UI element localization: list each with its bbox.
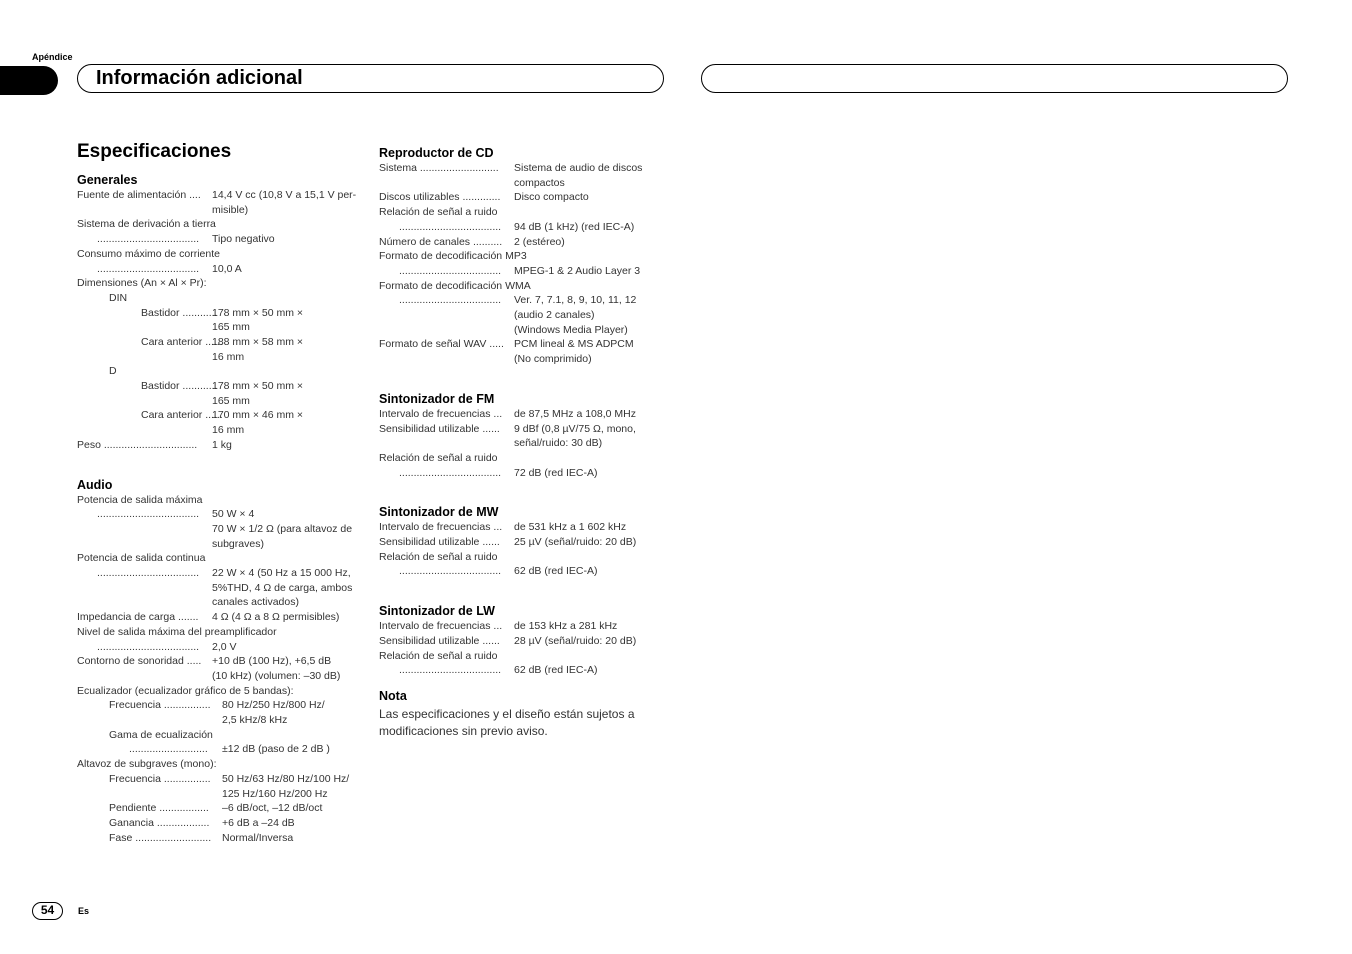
spec-row: [77, 493, 367, 508]
spec-row: [77, 306, 367, 335]
spec-row: [77, 684, 367, 699]
spec-value: [222, 742, 372, 757]
spec-row: [379, 634, 669, 649]
spec-label: Intervalo de frecuencias ...: [379, 521, 503, 534]
spec-value: [212, 438, 362, 453]
spec-label: Sistema ...........................: [379, 162, 499, 174]
spec-label: DIN: [109, 291, 128, 304]
spec-row: [379, 220, 669, 235]
spec-row: [77, 831, 367, 846]
spec-label: Intervalo de frecuencias ...: [379, 620, 503, 633]
spec-row: [77, 291, 367, 306]
spec-row: [379, 279, 669, 294]
spec-label: Frecuencia ................: [109, 772, 211, 785]
spec-value-line: 14,4 V cc (10,8 V a 15,1 V per-: [212, 189, 357, 201]
spec-value-line: (10 kHz) (volumen: –30 dB): [212, 669, 341, 682]
spec-value-line: 50 Hz/63 Hz/80 Hz/100 Hz/: [222, 772, 350, 785]
spec-label: Relación de señal a ruido: [379, 550, 498, 563]
spec-value-line: (audio 2 canales): [514, 309, 595, 322]
spec-value-line: 178 mm × 50 mm ×: [212, 380, 304, 393]
spec-value: [212, 335, 362, 364]
spec-value-line: 70 W × 1/2 Ω (para altavoz de: [212, 522, 353, 535]
spec-value: [514, 235, 664, 250]
spec-row: [379, 293, 669, 337]
spec-label: Número de canales ..........: [379, 235, 503, 248]
spec-value: [212, 232, 362, 247]
spec-value-line: PCM lineal & MS ADPCM: [514, 338, 634, 351]
section-title-lw: Sintonizador de LW: [379, 604, 495, 619]
spec-value-line: 188 mm × 58 mm ×: [212, 336, 304, 348]
spec-label: Sensibilidad utilizable ......: [379, 634, 500, 647]
spec-row: [77, 742, 367, 757]
spec-value-line: 62 dB (red IEC-A): [514, 565, 598, 578]
spec-value-line: 4 Ω (4 Ω a 8 Ω permisibles): [212, 611, 340, 624]
spec-label: Sistema de derivación a tierra: [77, 218, 216, 231]
spec-value: [222, 801, 372, 816]
spec-value: [212, 306, 362, 335]
spec-label: Contorno de sonoridad .....: [77, 655, 202, 668]
spec-value: [222, 772, 372, 801]
spec-label: ...................................: [97, 640, 200, 653]
spec-value-line: 2 (estéreo): [514, 235, 565, 248]
spec-value: [212, 408, 362, 437]
spec-row: [77, 640, 367, 655]
spec-row: [77, 438, 367, 453]
spec-label: Potencia de salida máxima: [77, 493, 203, 506]
spec-label: Potencia de salida continua: [77, 552, 206, 565]
spec-row: [77, 188, 367, 217]
spec-row: [77, 364, 367, 379]
spec-list-generales: [77, 188, 367, 453]
spec-label: ...................................: [399, 664, 502, 677]
spec-value-line: (No comprimido): [514, 353, 592, 366]
spec-row: [379, 451, 669, 466]
section-title-generales: Generales: [77, 173, 138, 187]
spec-label: Fuente de alimentación ....: [77, 189, 201, 201]
spec-label: Nivel de salida máxima del preamplificador: [77, 625, 277, 638]
spec-row: [77, 276, 367, 291]
spec-value-line: 2,5 kHz/8 kHz: [222, 714, 288, 727]
spec-value-line: 178 mm × 50 mm ×: [212, 306, 304, 319]
spec-label: ...................................: [399, 294, 502, 307]
spec-label: Cara anterior ......: [141, 336, 223, 348]
spec-value-line: misible): [212, 203, 249, 216]
spec-value-line: 50 W × 4: [212, 508, 255, 521]
spec-row: [77, 801, 367, 816]
left-column: [77, 140, 367, 845]
spec-value: [212, 262, 362, 277]
spec-row: [379, 649, 669, 664]
spec-label: ...................................: [97, 508, 200, 521]
spec-value: [212, 610, 362, 625]
spec-row: [379, 535, 669, 550]
spec-list-lw: [379, 619, 669, 678]
section-title-mw: Sintonizador de MW: [379, 505, 499, 520]
spec-value: [212, 640, 362, 655]
spec-label: ...................................: [97, 567, 200, 580]
spec-value-line: de 531 kHz a 1 602 kHz: [514, 521, 627, 534]
header-title: Información adicional: [96, 67, 303, 89]
spec-row: [77, 772, 367, 801]
spec-value-line: +6 dB a –24 dB: [222, 816, 295, 829]
spec-row: [77, 262, 367, 277]
spec-row: [77, 408, 367, 437]
spec-label: Consumo máximo de corriente: [77, 247, 220, 260]
spec-value-line: 22 W × 4 (50 Hz a 15 000 Hz,: [212, 567, 351, 580]
spec-value-line: 94 dB (1 kHz) (red IEC-A): [514, 220, 635, 233]
spec-label: Formato de señal WAV .....: [379, 338, 504, 351]
section-title-nota: Nota: [379, 688, 407, 703]
spec-row: [379, 619, 669, 634]
spec-row: [77, 551, 367, 566]
spec-value-line: –6 dB/oct, –12 dB/oct: [222, 802, 323, 815]
spec-label: Altavoz de subgraves (mono):: [77, 758, 217, 771]
spec-value-line: Tipo negativo: [212, 233, 275, 246]
spec-row: [379, 520, 669, 535]
spec-value-line: subgraves): [212, 537, 264, 550]
spec-value: [514, 619, 664, 634]
spec-label: ...................................: [97, 233, 200, 246]
spec-row: [77, 217, 367, 232]
spec-value-line: Disco compacto: [514, 191, 589, 204]
spec-list-fm: [379, 407, 669, 481]
spec-value-line: 170 mm × 46 mm ×: [212, 409, 304, 422]
spec-label: Relación de señal a ruido: [379, 451, 498, 464]
header-title-bar: [77, 64, 664, 93]
spec-label: ...................................: [97, 262, 200, 275]
spec-row: [379, 235, 669, 250]
spec-label: Bastidor ............: [141, 306, 218, 319]
spec-value-line: 5%THD, 4 Ω de carga, ambos: [212, 581, 353, 594]
spec-value-line: 2,0 V: [212, 640, 237, 653]
spec-label: Ganancia ..................: [109, 816, 210, 829]
spec-label: Frecuencia ................: [109, 699, 211, 712]
language-code: Es: [78, 906, 90, 916]
spec-row: [77, 247, 367, 262]
spec-value-line: 165 mm: [212, 321, 250, 334]
spec-row: [379, 663, 669, 678]
spec-value-line: 165 mm: [212, 394, 250, 407]
spec-value: [222, 831, 372, 846]
spec-value-line: compactos: [514, 176, 565, 189]
spec-value: [514, 293, 664, 337]
spec-value: [514, 190, 664, 205]
spec-value-line: 80 Hz/250 Hz/800 Hz/: [222, 699, 325, 712]
spec-list-audio: [77, 493, 367, 846]
spec-row: [379, 190, 669, 205]
spec-row: [379, 264, 669, 279]
spec-row: [77, 335, 367, 364]
middle-column: [379, 140, 669, 740]
spec-value: [514, 407, 664, 422]
spec-value-line: de 153 kHz a 281 kHz: [514, 620, 618, 633]
spec-label: D: [109, 365, 117, 378]
spec-row: [379, 337, 669, 366]
spec-row: [77, 625, 367, 640]
spec-label: Ecualizador (ecualizador gráfico de 5 bandas):: [77, 684, 294, 697]
spec-label: Formato de decodificación MP3: [379, 250, 527, 263]
spec-value-line: 16 mm: [212, 350, 245, 363]
spec-row: [77, 728, 367, 743]
spec-row: [379, 205, 669, 220]
spec-label: ...................................: [399, 264, 502, 277]
spec-label: Pendiente .................: [109, 802, 209, 815]
spec-value: [514, 264, 664, 279]
section-label: Apéndice: [32, 52, 73, 62]
spec-label: Peso ................................: [77, 438, 198, 451]
spec-value-line: 9 dBf (0,8 µV/75 Ω, mono,: [514, 422, 636, 435]
spec-value: [514, 634, 664, 649]
spec-row: [77, 566, 367, 610]
spec-value-line: 28 µV (señal/ruido: 20 dB): [514, 634, 637, 647]
spec-row: [379, 564, 669, 579]
spec-label: ...................................: [399, 565, 502, 578]
spec-row: [379, 466, 669, 481]
spec-label: Gama de ecualización: [109, 728, 213, 741]
spec-value: [514, 422, 664, 451]
spec-value-line: Ver. 7, 7.1, 8, 9, 10, 11, 12: [514, 294, 637, 307]
spec-label: Discos utilizables .............: [379, 191, 501, 204]
spec-label: Sensibilidad utilizable ......: [379, 536, 500, 548]
spec-value: [212, 507, 362, 551]
spec-value-line: de 87,5 MHz a 108,0 MHz: [514, 407, 636, 420]
spec-value: [514, 161, 664, 190]
spec-row: [379, 422, 669, 451]
spec-row: [77, 816, 367, 831]
spec-value-line: ±12 dB (paso de 2 dB ): [222, 743, 330, 756]
spec-list-mw: [379, 520, 669, 579]
spec-label: Relación de señal a ruido: [379, 649, 498, 662]
spec-value: [514, 564, 664, 579]
section-title-audio: Audio: [77, 477, 113, 492]
page-title: Especificaciones: [77, 141, 232, 162]
page-number: 54: [32, 902, 63, 920]
spec-row: [77, 610, 367, 625]
section-tab: [0, 66, 58, 95]
spec-label: Impedancia de carga .......: [77, 611, 199, 624]
spec-value: [514, 535, 664, 550]
spec-row: [77, 379, 367, 408]
nota-text: Las especificaciones y el diseño están sujetos a modificaciones sin previo aviso.: [379, 706, 635, 738]
header-empty-bar: [701, 64, 1288, 93]
spec-row: [77, 507, 367, 551]
spec-value-line: 62 dB (red IEC-A): [514, 664, 598, 677]
section-title-cd: Reproductor de CD: [379, 146, 494, 160]
spec-label: Dimensiones (An × Al × Pr):: [77, 277, 207, 290]
spec-value: [514, 663, 664, 678]
spec-value-line: señal/ruido: 30 dB): [514, 437, 603, 450]
spec-label: Bastidor ............: [141, 380, 218, 393]
spec-value: [212, 654, 362, 683]
spec-value: [222, 816, 372, 831]
spec-value-line: canales activados): [212, 596, 299, 609]
spec-value-line: MPEG-1 & 2 Audio Layer 3: [514, 264, 641, 277]
spec-label: ...................................: [399, 220, 502, 233]
spec-value-line: Normal/Inversa: [222, 831, 294, 844]
spec-row: [379, 407, 669, 422]
spec-label: ...........................: [129, 743, 208, 756]
spec-value: [222, 698, 372, 727]
spec-value-line: (Windows Media Player): [514, 323, 628, 336]
section-title-fm: Sintonizador de FM: [379, 391, 495, 406]
spec-value-line: +10 dB (100 Hz), +6,5 dB: [212, 655, 332, 668]
spec-row: [77, 698, 367, 727]
spec-list-cd: [379, 161, 669, 367]
spec-row: [77, 654, 367, 683]
spec-value: [212, 188, 362, 217]
spec-label: Fase ..........................: [109, 831, 212, 844]
spec-label: Intervalo de frecuencias ...: [379, 407, 503, 420]
spec-value: [514, 520, 664, 535]
spec-value-line: 125 Hz/160 Hz/200 Hz: [222, 787, 328, 800]
spec-value-line: 1 kg: [212, 438, 232, 451]
spec-row: [77, 232, 367, 247]
spec-value: [514, 466, 664, 481]
spec-value: [514, 337, 664, 366]
spec-label: Cara anterior ......: [141, 409, 223, 422]
spec-label: Formato de decodificación WMA: [379, 279, 531, 292]
spec-row: [379, 161, 669, 190]
spec-value-line: 10,0 A: [212, 262, 242, 275]
spec-label: ...................................: [399, 466, 502, 479]
spec-value-line: 72 dB (red IEC-A): [514, 466, 598, 479]
spec-value-line: 16 mm: [212, 424, 245, 437]
spec-value-line: 25 µV (señal/ruido: 20 dB): [514, 536, 637, 548]
spec-value: [514, 220, 664, 235]
spec-label: Relación de señal a ruido: [379, 206, 498, 219]
spec-label: Sensibilidad utilizable ......: [379, 422, 500, 435]
spec-value: [212, 379, 362, 408]
spec-row: [379, 249, 669, 264]
spec-value-line: Sistema de audio de discos: [514, 162, 643, 174]
spec-row: [77, 757, 367, 772]
spec-value: [212, 566, 362, 610]
spec-row: [379, 550, 669, 565]
